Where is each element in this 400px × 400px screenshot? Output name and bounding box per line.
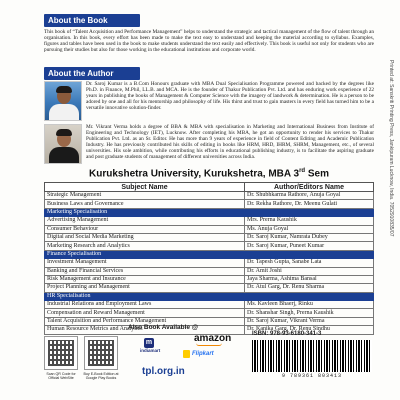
authors-cell: Dr. Saroj Kumar, Puneet Kumar (245, 242, 374, 250)
subject-cell: Risk Management and Insurance (45, 275, 245, 283)
table-row (45, 233, 374, 241)
tpl-website-logo: tpl.org.in (142, 366, 185, 377)
about-book-text: This book of “Talent Acquisition and Performance Management” helps to understand the strategic and tactical management of the flow of talent through an organisation. In this book, every effort has been made to make the text easy to understand and keeping the material according to syllabus. Examples, figures and tables have been used in the book to make students understand the text easily and effectively. This book is useful not only for students who are pursuing their studies but also for those working in the educational institutions and corporate world. (44, 28, 374, 53)
subject-cell: Strategic Management (45, 192, 245, 200)
subject-cell: Project Planning and Management (45, 284, 245, 292)
table-row (45, 275, 374, 283)
about-author-heading: About the Author (44, 67, 140, 80)
subject-cell: Digital and Social Media Marketing (45, 233, 245, 241)
specialisation-row (45, 208, 374, 216)
table-row (45, 225, 374, 233)
specialisation-row (45, 292, 374, 300)
authors-cell: Dr. Tapesh Gupta, Sanabe Lata (245, 259, 374, 267)
authors-cell: Ms. Anuja Goyal (245, 225, 374, 233)
authors-cell: Dr. Saroj Kumar, Vikrant Verma (245, 317, 374, 325)
amazon-logo: amazon (194, 333, 232, 344)
subject-cell: Talent Acquisition and Performance Management (45, 317, 245, 325)
university-title: Kurukshetra University, Kurukshetra, MBA 3rd Sem (89, 168, 329, 180)
subject-cell: Consumer Behaviour (45, 225, 245, 233)
authors-cell: Dr. Kanika Garg, Dr. Renu Sindhu (245, 326, 374, 334)
authors-cell (245, 250, 374, 258)
author-bio: Dr. Saroj Kumar is a B.Com Honours graduate with MBA Dual Specialisation Programme powered and backed by the degrees like Ph.D. in Finance, M.Phil, LL.B. and MCA. He is the founder of Thakur Publication Pvt. Ltd. and has enduring work experience of 22 years in publishing the books of Management & Computer Science with the imagery of landwork & determination. He is a person to be adored by one and all for his mentorship and philosophy of life. His thirst and trust to gain masters in every field has turned him to be a versatile innovative solution-finder. (86, 81, 374, 112)
authors-cell: Dr. Saroj Kumar, Namrata Dubey (245, 233, 374, 241)
about-book-heading: About the Book (44, 14, 140, 27)
table-row (45, 309, 374, 317)
isbn-barcode (252, 340, 372, 372)
table-header-row (45, 183, 374, 192)
author-bio: Mr. Vikrant Verma holds a degree of BBA & MBA with specialisation in Marketing and International Business from Institute of Engineering and Technology (IET), Lucknow. After completing his MBA, he got an opportunity to render his services to Thakur Publication Pvt. Ltd. as an Sr. Editor. He has more than 9 years of experience in field of Content Editing and Academic Publication Industry. He has previously contributed his skills of editing in books like HRM, HRD, IHRM, SHRM, Management, etc., of several universities. His sole ambition, while contributing his efforts in educational publishing industry, is to facilitate the aspiring graduate and post graduate students of management of different universities across India. (86, 124, 374, 161)
table-row (45, 192, 374, 200)
subject-cell: Industrial Relations and Employment Laws (45, 301, 245, 309)
authors-cell: Ms. Kavleen Bhaerj, Rinku (245, 301, 374, 309)
website-qr-code (44, 336, 78, 370)
subject-cell: Business Laws and Governance (45, 200, 245, 208)
table-row (45, 301, 374, 309)
google-play-qr-code (84, 336, 118, 370)
authors-cell: Dr. Amit Joshi (245, 267, 374, 275)
author-photo (44, 124, 82, 164)
header-authors: Author/Editors Name (245, 183, 374, 192)
authors-cell (245, 208, 374, 216)
authors-cell: Jaya Sharma, Ashima Bansal (245, 275, 374, 283)
qr2-caption: Buy E-Book Edition at Google Play Books (83, 372, 119, 380)
table-body (45, 192, 374, 335)
table-row (45, 267, 374, 275)
authors-cell: Dr. Shubhkarma Rathore, Anuja Goyal (245, 192, 374, 200)
table-row (45, 217, 374, 225)
author-photo (44, 81, 82, 121)
subject-cell: Banking and Financial Services (45, 267, 245, 275)
also-available-label: Also Book Available @ (128, 324, 199, 331)
indiamart-logo: m indiamart (140, 339, 161, 353)
authors-cell: Dr. Atul Garg, Dr. Renu Sharma (245, 284, 374, 292)
subjects-table (44, 182, 374, 335)
header-subject: Subject Name (45, 183, 245, 192)
cover-content (44, 0, 374, 400)
cover-footer (44, 320, 374, 398)
barcode-digits: 9 789361 803413 (281, 373, 342, 379)
table-row (45, 284, 374, 292)
subject-cell: HR Specialisation (45, 292, 245, 300)
authors-cell: Mrs. Prerna Kaushik (245, 217, 374, 225)
isbn-label: ISBN: 978-93-6180-341-3 (252, 331, 322, 337)
subject-cell: Finance Specialisation (45, 250, 245, 258)
subject-cell: Marketing Specialisation (45, 208, 245, 216)
authors-cell: Dr. Rekha Rathore, Dr. Meenu Gulati (245, 200, 374, 208)
table-row (45, 259, 374, 267)
authors-cell (245, 292, 374, 300)
table-row (45, 200, 374, 208)
subject-cell: Marketing Research and Analytics (45, 242, 245, 250)
subject-cell: Human Resource Metrics and Analytics (45, 326, 245, 334)
flipkart-logo: Flipkart (192, 351, 214, 357)
about-book-section (44, 14, 374, 53)
subject-cell: Advertising Management (45, 217, 245, 225)
printer-info-vertical: Printed at: Sanskriti Printing Press, Jankipuram Lucknow, India. 7052910835/07 (388, 60, 394, 237)
subject-cell: Compensation and Reward Management (45, 309, 245, 317)
subject-cell: Investment Management (45, 259, 245, 267)
table-row (45, 242, 374, 250)
authors-cell: Dr. Shanshar Singh, Prerna Kaushik (245, 309, 374, 317)
specialisation-row (45, 250, 374, 258)
qr1-caption: Scan QR Code for Official WebSite (46, 372, 76, 380)
